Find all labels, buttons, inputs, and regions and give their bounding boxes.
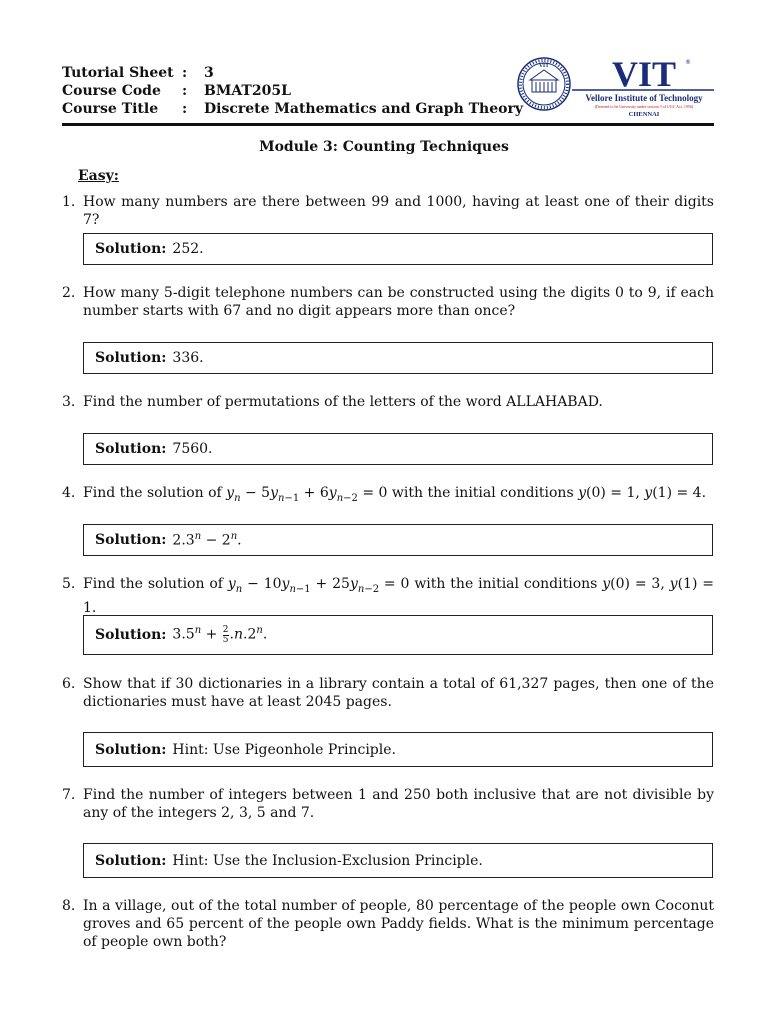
solution-label: Solution: [95, 441, 167, 457]
solution-text: $3.5^n$ + $\frac{2}{5}$ .n.2$^n$. [172, 624, 268, 645]
question-number: 8. [62, 898, 76, 914]
solution-text: Hint: Use the Inclusion-Exclusion Principle. [172, 852, 483, 869]
tutorial-sheet-label: Tutorial Sheet [62, 65, 174, 81]
question-3 [62, 393, 714, 411]
question-number: 4. [62, 485, 76, 501]
tutorial-sheet-value: 3 [204, 65, 214, 81]
solution-label: Solution: [95, 241, 167, 257]
seal-text: VIT [539, 63, 549, 69]
solution-text: 252. [172, 241, 204, 257]
solution-box-4 [83, 524, 713, 556]
section-label-easy: Easy: [78, 168, 119, 184]
question-number: 6. [62, 676, 76, 692]
solution-label: Solution: [95, 350, 167, 366]
solution-label: Solution: [95, 852, 167, 869]
question-text: Find the number of integers between 1 and 250 both inclusive that are not divisible by any of the integers 2, 3, 5 and 7. [83, 787, 714, 821]
initial-conditions: y(0) = 3, y(1) = 1. [83, 576, 715, 616]
question-text: How many 5-digit telephone numbers can be constructed using the digits 0 to 9, if each number starts with 67 and no digit appears more than once? [83, 285, 714, 319]
question-text: Find the solution of $y_n - 5y_{n-1} + 6y_{n-2} = 0$ with the initial conditions y(0) = 1, y(1) = 4. [83, 485, 707, 504]
solution-text: 336. [172, 350, 204, 366]
question-number: 1. [62, 194, 76, 210]
course-code-value: BMAT205L [204, 83, 291, 99]
solution-text: Hint: Use Pigeonhole Principle. [172, 741, 396, 758]
question-1 [62, 193, 714, 229]
question-2 [62, 284, 714, 320]
solution-label: Solution: [95, 532, 167, 548]
question-5 [62, 575, 714, 617]
solution-text: 7560. [172, 441, 213, 457]
solution-box-5 [83, 615, 713, 655]
solution-label: Solution: [95, 627, 167, 643]
header-rule [62, 123, 714, 126]
solution-text: $2.3^n - 2^n$. [172, 531, 242, 549]
course-info-row: Course Code : BMAT205L [62, 83, 291, 99]
logo-deemed: (Deemed to be University under section 3 of UGC Act, 1956) [594, 104, 694, 109]
course-title-label: Course Title [62, 101, 159, 117]
question-8 [62, 897, 714, 951]
logo-brand: VIT [611, 54, 677, 94]
question-text: In a village, out of the total number of people, 80 percentage of the people own Coconut groves and 65 percent of the people own Paddy fields. What is the minimum percentage of people own both? [83, 898, 714, 950]
course-info-row: Tutorial Sheet : 3 [62, 65, 214, 81]
question-text: How many numbers are there between 99 and 1000, having at least one of their digits 7? [83, 194, 714, 228]
question-text: Find the solution of $y_n - 10y_{n-1} + 25y_{n-2} = 0$ with the initial conditions y(0) = 3, y(1) = 1. [83, 576, 715, 616]
logo-campus: CHENNAI [628, 111, 660, 118]
solution-label: Solution: [95, 741, 167, 758]
solution-box-7 [83, 843, 713, 878]
course-title-value: Discrete Mathematics and Graph Theory [204, 101, 523, 117]
module-title: Module 3: Counting Techniques [259, 139, 509, 155]
solution-box-6 [83, 732, 713, 767]
course-code-label: Course Code [62, 83, 161, 99]
logo-registered: ® [685, 59, 691, 66]
solution-box-2 [83, 342, 713, 374]
question-number: 2. [62, 285, 76, 301]
question-number: 7. [62, 787, 76, 803]
question-text: Find the number of permutations of the letters of the word ALLAHABAD. [83, 394, 603, 410]
vit-seal-icon [518, 58, 570, 110]
recurrence-equation: $y_n - 10y_{n-1} + 25y_{n-2} = 0$ [227, 576, 410, 595]
solution-box-3 [83, 433, 713, 465]
course-info [62, 64, 523, 118]
question-7 [62, 786, 714, 822]
initial-conditions: y(0) = 1, y(1) = 4. [578, 485, 707, 501]
question-6 [62, 675, 714, 711]
logo-institute: Vellore Institute of Technology [585, 93, 703, 103]
question-number: 5. [62, 576, 76, 592]
question-number: 3. [62, 394, 76, 410]
question-text: Show that if 30 dictionaries in a library contain a total of 61,327 pages, then one of the dictionaries must have at least 2045 pages. [83, 676, 714, 710]
solution-box-1 [83, 233, 713, 265]
course-info-row: Course Title : Discrete Mathematics and Graph Theory [62, 101, 523, 117]
question-4 [62, 484, 714, 508]
recurrence-equation: $y_n - 5y_{n-1} + 6y_{n-2} = 0$ [226, 485, 388, 504]
document-header [62, 54, 714, 120]
vit-logo [516, 50, 716, 120]
